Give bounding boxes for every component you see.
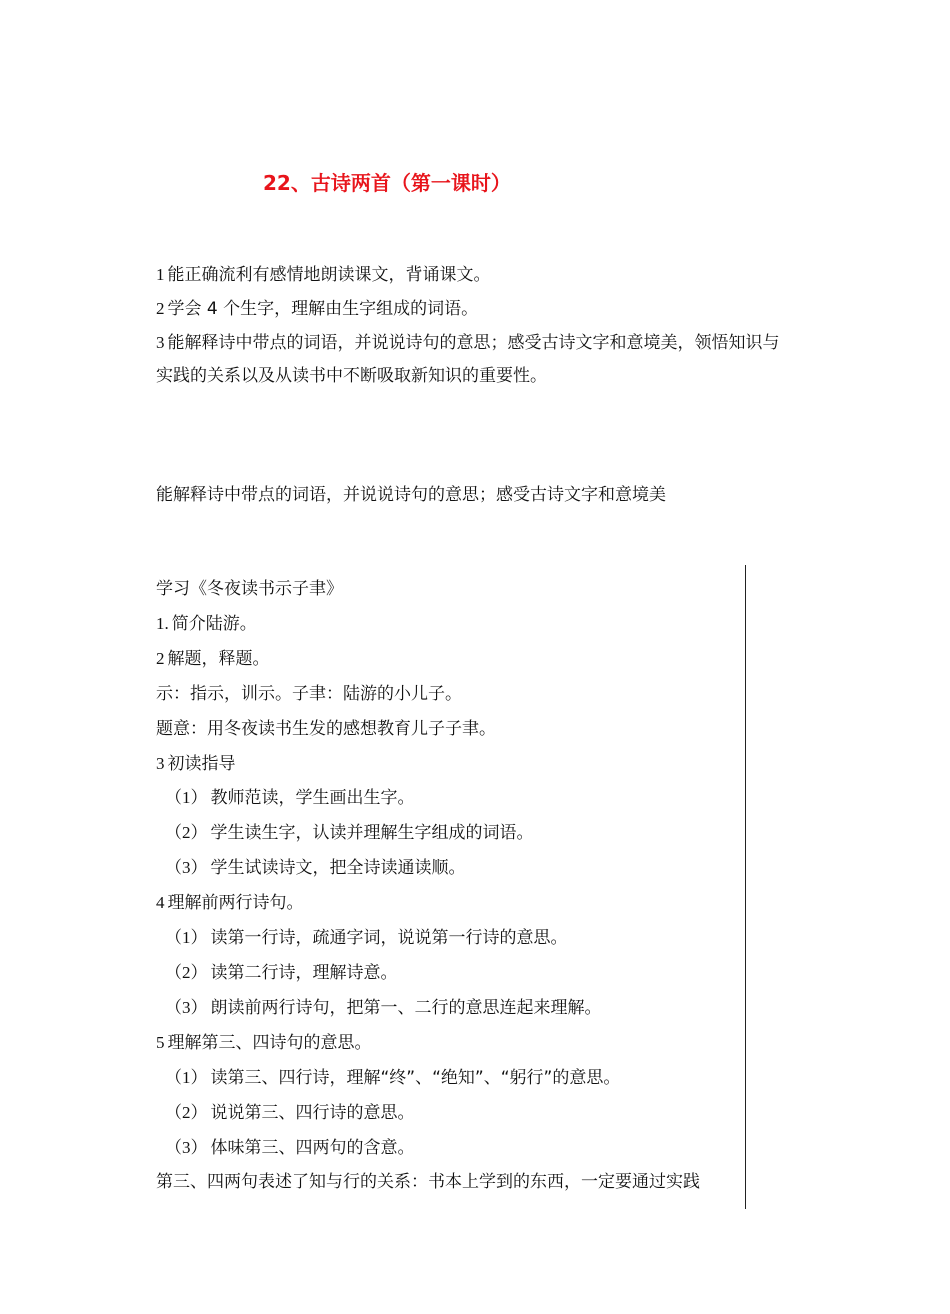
process-step-text: 理解第三、四诗句的意思。 [167,1032,372,1053]
process-step-text: 理解前两行诗句。 [167,893,304,914]
process-step-number: （2） [165,1102,208,1122]
process-step-number: 1. [156,613,169,633]
process-line [156,921,756,956]
process-step-text: 朗读前两行诗句，把第一、二行的意思连起来理解。 [210,997,602,1018]
objective-number: 1 [156,265,165,284]
process-step-number: （1） [165,928,208,948]
process-step-number: （2） [165,823,208,843]
process-line [156,1165,756,1200]
process-step-text: 示：指示，训示。子聿：陆游的小儿子。 [156,683,462,704]
page-title: 22、古诗两首（第一课时） [263,171,511,195]
process-line [156,886,756,921]
process-line [156,956,756,991]
process-step-number: （3） [165,997,208,1017]
process-step-text: 学生读生字，认读并理解生字组成的词语。 [210,823,534,844]
process-line [156,677,756,712]
process-line [156,991,756,1026]
process-step-text: 说说第三、四行诗的意思。 [210,1102,415,1123]
process-step-text: 体味第三、四两句的含意。 [210,1137,415,1158]
process-step-text: 初读指导 [167,753,236,774]
process-step-text: 学生试读诗文，把全诗读通读顺。 [210,858,466,879]
objective-item [156,292,846,326]
process-step-text: 读第一行诗，疏通字词，说说第一行诗的意思。 [210,928,568,949]
process-step-text: 学习《冬夜读书示子聿》 [156,579,343,599]
process-step-number: 3 [156,753,165,773]
process-step-number: （3） [165,1137,208,1157]
process-step-number: 5 [156,1032,165,1052]
process-step-text: 解题，释题。 [167,648,270,669]
objective-number: 2 [156,299,165,318]
teaching-process [156,572,756,1200]
process-line [156,607,756,642]
process-line [156,816,756,851]
process-step-text: 简介陆游。 [171,613,257,634]
process-step-text: 读第三、四行诗，理解“终”、“绝知”、“躬行”的意思。 [210,1067,621,1088]
objective-text: 实践的关系以及从读书中不断吸取新知识的重要性。 [156,366,547,386]
objectives-list [156,258,846,393]
process-step-text: 题意：用冬夜读书生发的感想教育儿子子聿。 [156,718,496,739]
process-line [156,851,756,886]
objective-text: 学会 4 个生字，理解由生字组成的词语。 [167,299,479,319]
process-step-text: 读第二行诗，理解诗意。 [210,962,398,983]
key-point-text: 能解释诗中带点的词语，并说说诗句的意思；感受古诗文字和意境美 [156,485,666,505]
process-line [156,1026,756,1061]
process-step-number: （1） [165,1067,208,1087]
objective-item [156,326,846,360]
process-step-number: 2 [156,648,165,668]
process-line [156,747,756,782]
objective-text: 能解释诗中带点的词语，并说说诗句的意思；感受古诗文字和意境美，领悟知识与 [167,333,780,353]
process-line [156,1096,756,1131]
process-line [156,1061,756,1096]
objective-item-continued [156,360,846,393]
process-line [156,712,756,747]
objective-item [156,258,846,292]
process-step-number: （1） [165,788,208,808]
process-step-number: （2） [165,962,208,982]
process-line [156,781,756,816]
process-line [156,1131,756,1166]
objective-number: 3 [156,333,165,352]
process-line [156,642,756,677]
process-step-number: （3） [165,858,208,878]
objective-text: 能正确流利有感情地朗读课文，背诵课文。 [167,265,491,285]
process-line [156,572,756,607]
process-step-text: 教师范读，学生画出生字。 [210,788,415,809]
process-step-text: 第三、四两句表述了知与行的关系：书本上学到的东西，一定要通过实践 [156,1172,700,1193]
process-step-number: 4 [156,893,165,913]
